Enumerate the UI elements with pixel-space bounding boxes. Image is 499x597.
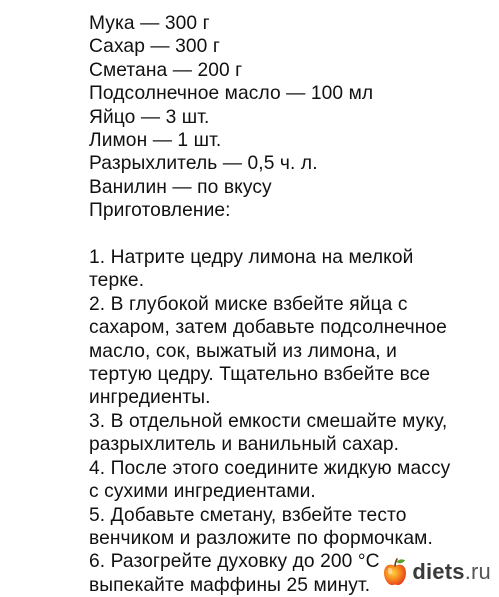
step-line: 1. Натрите цедру лимона на мелкой bbox=[89, 247, 414, 269]
step-line: ингредиенты. bbox=[89, 387, 211, 409]
watermark-brand: diets bbox=[412, 559, 465, 584]
step-line: тертую цедру. Тщательно взбейте все bbox=[89, 364, 431, 386]
step-line: 6. Разогрейте духовку до 200 °С bbox=[89, 551, 380, 573]
step-line: терке. bbox=[89, 270, 145, 292]
ingredients-list bbox=[89, 12, 489, 199]
ingredient-line: Ванилин — по вкусу bbox=[89, 176, 272, 198]
step-line: масло, сок, выжатый из лимона, и bbox=[89, 340, 397, 362]
paragraph-gap bbox=[89, 223, 489, 246]
ingredient-line: Лимон — 1 шт. bbox=[89, 130, 222, 152]
recipe-text bbox=[89, 12, 489, 597]
watermark-text bbox=[412, 559, 491, 585]
step-line: разрыхлитель и ванильный сахар. bbox=[89, 434, 400, 456]
site-watermark bbox=[379, 557, 491, 587]
ingredient-line: Сахар — 300 г bbox=[89, 36, 220, 58]
step-line: 2. В глубокой миске взбейте яйца с bbox=[89, 293, 408, 315]
step-line: выпекайте маффины 25 минут. bbox=[89, 574, 371, 596]
steps-list bbox=[89, 246, 489, 597]
ingredient-line: Подсолнечное масло — 100 мл bbox=[89, 83, 374, 105]
step-line: венчиком и разложите по формочкам. bbox=[89, 527, 433, 549]
step-line: 5. Добавьте сметану, взбейте тесто bbox=[89, 504, 407, 526]
step-line: 3. В отдельной емкости смешайте муку, bbox=[89, 410, 448, 432]
watermark-tld: .ru bbox=[464, 559, 491, 584]
method-heading: Приготовление: bbox=[89, 200, 231, 222]
apple-logo-icon bbox=[381, 557, 409, 587]
ingredient-line: Яйцо — 3 шт. bbox=[89, 106, 210, 128]
step-line: сахаром, затем добавьте подсолнечное bbox=[89, 317, 447, 339]
ingredient-line: Разрыхлитель — 0,5 ч. л. bbox=[89, 153, 318, 175]
ingredient-line: Мука — 300 г bbox=[89, 13, 210, 34]
step-line: 4. После этого соедините жидкую массу bbox=[89, 457, 451, 479]
ingredient-line: Сметана — 200 г bbox=[89, 59, 243, 81]
step-line: с сухими ингредиентами. bbox=[89, 481, 316, 503]
